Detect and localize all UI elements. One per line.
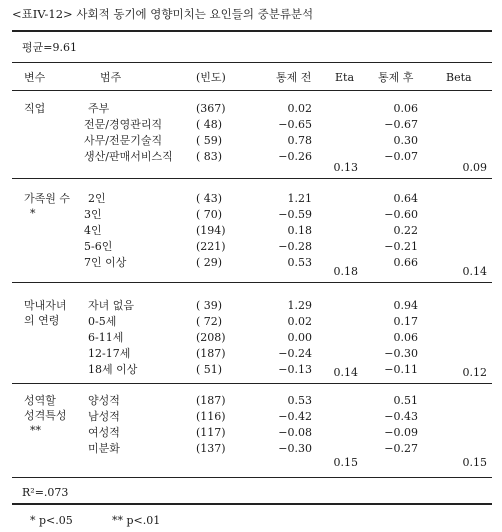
beta-value: 0.09 [462, 161, 487, 174]
category-label: 7인 이상 [84, 256, 127, 269]
before-value: −0.08 [278, 426, 312, 439]
after-value: 0.64 [393, 192, 418, 205]
after-value: −0.11 [384, 363, 418, 376]
before-value: −0.13 [278, 363, 312, 376]
after-value: −0.30 [384, 347, 418, 360]
header-beta: Beta [446, 71, 472, 84]
variable-name-line: 막내자녀 [24, 299, 67, 312]
before-value: 0.18 [287, 224, 312, 237]
after-value: −0.21 [384, 240, 418, 253]
footnote-p01: ** p<.01 [112, 514, 161, 527]
header-eta: Eta [335, 71, 355, 84]
variable-name-line: 성격특성 [24, 409, 67, 422]
before-value: 1.21 [287, 192, 312, 205]
category-label: 5-6인 [84, 240, 113, 253]
before-value: 1.29 [287, 299, 312, 312]
top-rule [12, 30, 492, 32]
category-label: 미분화 [88, 442, 120, 455]
before-value: −0.42 [278, 410, 312, 423]
rsq-rule [12, 477, 492, 478]
frequency-cell: ( 72) [196, 315, 223, 328]
after-value: −0.07 [384, 150, 418, 163]
frequency-cell: ( 43) [196, 192, 223, 205]
header-before: 통제 전 [276, 71, 312, 84]
frequency-cell: ( 29) [196, 256, 223, 269]
category-label: 전문/경영관리직 [84, 118, 163, 131]
variable-name-line: ** [30, 424, 41, 437]
header-rule [12, 90, 492, 91]
before-value: 0.53 [287, 256, 312, 269]
eta-value: 0.18 [333, 265, 358, 278]
header-variable: 변수 [24, 71, 46, 84]
before-value: −0.65 [278, 118, 312, 131]
before-value: −0.24 [278, 347, 312, 360]
beta-value: 0.14 [462, 265, 487, 278]
before-value: 0.53 [287, 394, 312, 407]
header-frequency: (빈도) [196, 71, 226, 84]
variable-name-line: 성역할 [24, 394, 56, 407]
frequency-cell: (117) [196, 426, 226, 439]
category-label: 18세 이상 [88, 363, 138, 376]
frequency-cell: (187) [196, 347, 226, 360]
variable-name-line: 가족원 수 [24, 192, 71, 205]
frequency-cell: ( 39) [196, 299, 223, 312]
category-label: 양성적 [88, 394, 120, 407]
beta-value: 0.15 [462, 456, 487, 469]
frequency-cell: (194) [196, 224, 226, 237]
category-label: 자녀 없음 [88, 299, 135, 312]
before-value: −0.59 [278, 208, 312, 221]
before-value: −0.28 [278, 240, 312, 253]
frequency-cell: ( 83) [196, 150, 223, 163]
bottom-rule [12, 503, 492, 505]
before-value: −0.30 [278, 442, 312, 455]
after-value: −0.43 [384, 410, 418, 423]
r-squared: R²=.073 [22, 486, 69, 499]
before-value: −0.26 [278, 150, 312, 163]
frequency-cell: ( 48) [196, 118, 223, 131]
after-value: 0.51 [393, 394, 418, 407]
before-value: 0.78 [287, 134, 312, 147]
variable-name-line: 의 연령 [24, 314, 60, 327]
header-after: 통제 후 [378, 71, 414, 84]
after-value: −0.60 [384, 208, 418, 221]
group-separator [12, 282, 492, 283]
before-value: 0.02 [287, 102, 312, 115]
frequency-cell: ( 51) [196, 363, 223, 376]
after-value: 0.30 [393, 134, 418, 147]
category-label: 주부 [88, 102, 110, 115]
eta-value: 0.14 [333, 366, 358, 379]
table-title: <표IV-12> 사회적 동기에 영향미치는 요인들의 중분류분석 [12, 7, 314, 21]
before-value: 0.02 [287, 315, 312, 328]
footnote-p05: * p<.05 [30, 514, 73, 527]
category-label: 2인 [88, 192, 106, 205]
after-value: 0.06 [393, 331, 418, 344]
category-label: 생산/판매서비스직 [84, 150, 173, 163]
frequency-cell: ( 59) [196, 134, 223, 147]
eta-value: 0.15 [333, 456, 358, 469]
category-label: 남성적 [88, 410, 120, 423]
after-value: −0.09 [384, 426, 418, 439]
beta-value: 0.12 [462, 366, 487, 379]
header-category: 범주 [100, 71, 122, 84]
frequency-cell: ( 70) [196, 208, 223, 221]
after-value: 0.94 [393, 299, 418, 312]
frequency-cell: (221) [196, 240, 226, 253]
mean-rule [12, 62, 492, 63]
frequency-cell: (187) [196, 394, 226, 407]
group-separator [12, 178, 492, 179]
before-value: 0.00 [287, 331, 312, 344]
category-label: 6-11세 [88, 331, 124, 344]
after-value: 0.17 [393, 315, 418, 328]
frequency-cell: (137) [196, 442, 226, 455]
category-label: 사무/전문기술직 [84, 134, 163, 147]
frequency-cell: (367) [196, 102, 226, 115]
category-label: 3인 [84, 208, 102, 221]
group-separator [12, 383, 492, 384]
category-label: 여성적 [88, 426, 120, 439]
variable-name-line: 직업 [24, 102, 46, 115]
after-value: −0.27 [384, 442, 418, 455]
after-value: −0.67 [384, 118, 418, 131]
after-value: 0.06 [393, 102, 418, 115]
category-label: 12-17세 [88, 347, 131, 360]
after-value: 0.66 [393, 256, 418, 269]
frequency-cell: (116) [196, 410, 226, 423]
variable-name-line: * [30, 207, 36, 220]
category-label: 4인 [84, 224, 102, 237]
after-value: 0.22 [393, 224, 418, 237]
eta-value: 0.13 [333, 161, 358, 174]
mean-label: 평균=9.61 [22, 41, 77, 54]
frequency-cell: (208) [196, 331, 226, 344]
category-label: 0-5세 [88, 315, 117, 328]
